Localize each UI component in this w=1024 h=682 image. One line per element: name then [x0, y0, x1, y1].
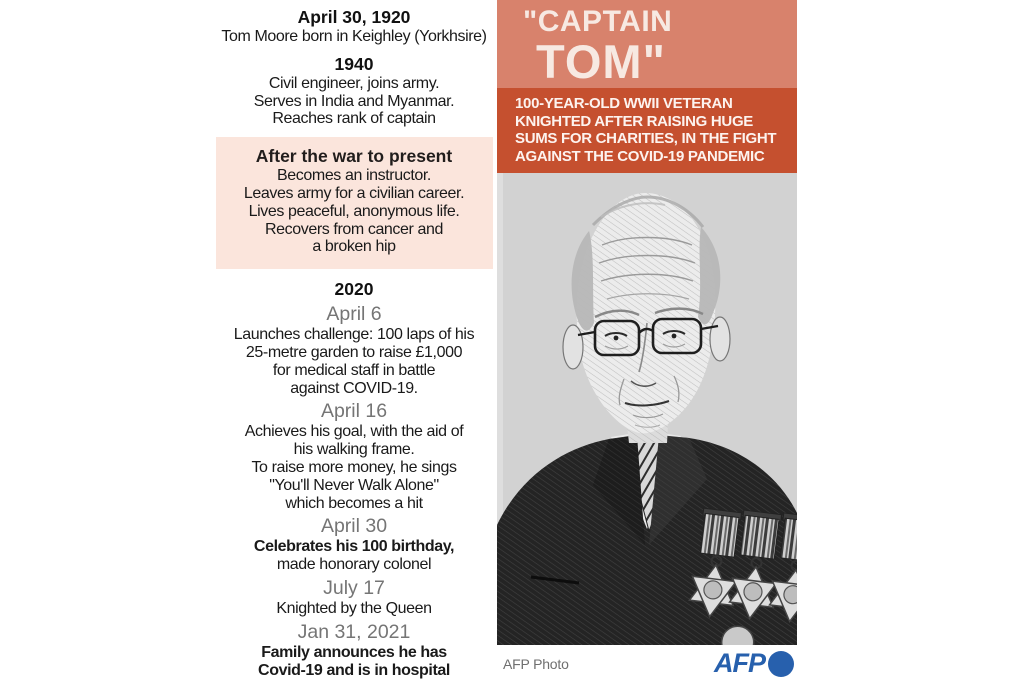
- timeline-text: Civil engineer, joins army.: [268, 74, 440, 92]
- afp-globe-icon: [768, 651, 794, 677]
- timeline-text: Serves in India and Myanmar.: [253, 92, 455, 110]
- captain-tom-panel: [497, 0, 797, 682]
- timeline-text: To raise more money, he sings: [251, 458, 457, 476]
- timeline-text: Tom Moore born in Keighley (Yorkhsire): [221, 28, 487, 45]
- timeline-text: a broken hip: [312, 238, 396, 256]
- timeline-column: [200, 0, 508, 679]
- afp-logo-text: AFP: [714, 648, 765, 678]
- timeline-text: Lives peaceful, anonymous life.: [248, 202, 460, 220]
- timeline-date-april-6: April 6: [326, 303, 382, 326]
- subtitle-line: KNIGHTED AFTER RAISING HUGE: [515, 112, 754, 130]
- timeline-text: Covid-19 and is in hospital: [258, 661, 450, 679]
- panel-title-block: [497, 0, 797, 88]
- timeline-text: Becomes an instructor.: [277, 167, 431, 185]
- subtitle-line: SUMS FOR CHARITIES, IN THE FIGHT: [515, 130, 777, 147]
- timeline-text: made honorary colonel: [276, 556, 432, 574]
- timeline-text: Family announces he has: [261, 643, 447, 661]
- timeline-date-1940: 1940: [334, 53, 374, 74]
- after-war-highlight-box: [216, 137, 493, 269]
- afp-logo: [714, 648, 794, 679]
- timeline-text: against COVID-19.: [290, 379, 418, 397]
- timeline-text: his walking frame.: [293, 441, 415, 459]
- panel-footer: [497, 645, 797, 682]
- timeline-date-jan-31-2021: Jan 31, 2021: [297, 620, 411, 643]
- timeline-text: Celebrates his 100 birthday,: [253, 538, 455, 556]
- timeline-text: Recovers from cancer and: [264, 220, 444, 238]
- timeline-date-april-16: April 16: [320, 400, 388, 423]
- timeline-text: for medical staff in battle: [272, 361, 436, 379]
- panel-title-line1: "CAPTAIN: [523, 5, 673, 38]
- panel-title-line2: TOM": [536, 35, 666, 88]
- subtitle-line: 100-YEAR-OLD WWII VETERAN: [515, 95, 733, 112]
- subtitle-line: AGAINST THE COVID-19 PANDEMIC: [515, 147, 765, 165]
- captain-tom-portrait-illustration: [497, 173, 797, 645]
- timeline-text: Achieves his goal, with the aid of: [244, 423, 464, 441]
- timeline-text: which becomes a hit: [285, 494, 423, 512]
- panel-subtitle-block: [497, 88, 797, 173]
- timeline-text: Knighted by the Queen: [276, 599, 432, 617]
- timeline-text: Launches challenge: 100 laps of his: [233, 326, 475, 344]
- timeline-text: Leaves army for a civilian career.: [243, 184, 465, 202]
- after-war-title: After the war to present: [255, 146, 453, 167]
- timeline-text: "You'll Never Walk Alone": [269, 476, 439, 494]
- timeline-date-july-17: July 17: [323, 576, 385, 599]
- captain-tom-photo: [497, 173, 797, 645]
- timeline-date-1920: April 30, 1920: [297, 7, 411, 27]
- timeline-text: Reaches rank of captain: [272, 110, 436, 128]
- photo-credit: AFP Photo: [503, 655, 569, 672]
- timeline-text: 25-metre garden to raise £1,000: [245, 343, 463, 361]
- timeline-date-2020: 2020: [334, 279, 374, 300]
- timeline-date-april-30: April 30: [320, 515, 388, 538]
